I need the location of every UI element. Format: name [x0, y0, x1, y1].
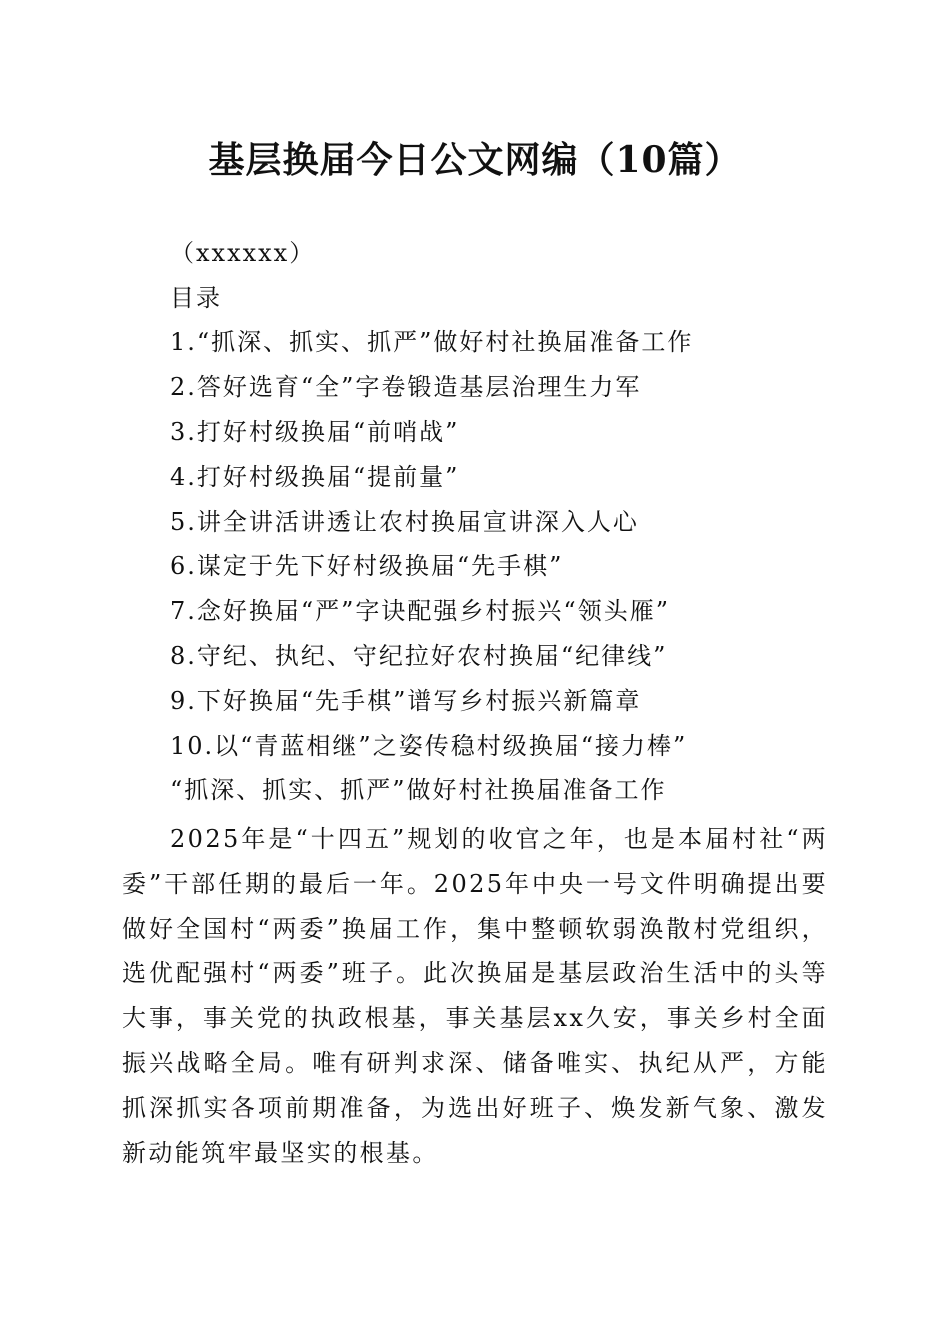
- toc-item: 7.念好换届“严”字诀配强乡村振兴“领头雁”: [170, 597, 670, 625]
- toc-item: 10.以“青蓝相继”之姿传稳村级换届“接力棒”: [170, 732, 688, 760]
- toc-item: 3.打好村级换届“前哨战”: [170, 418, 460, 446]
- article-title: “抓深、抓实、抓严”做好村社换届准备工作: [170, 776, 667, 804]
- toc-item: 4.打好村级换届“提前量”: [170, 463, 460, 491]
- author-line: （xxxxxx）: [170, 239, 316, 267]
- toc-item: 1.“抓深、抓实、抓严”做好村社换届准备工作: [170, 328, 694, 356]
- body-paragraph: 2025年是“十四五”规划的收官之年，也是本届村社“两委”干部任期的最后一年。2025年中央一号文件明确提出要做好全国村“两委”换届工作，集中整顿软弱涣散村党组织，选优配强村“两委”班子。此次换届是基层政治生活中的头等大事，事关党的执政根基，事关基层xx久安，事关乡村全面振兴战略全局。唯有研判求深、储备唯实、执纪从严，方能抓深抓实各项前期准备，为选出好班子、焕发新气象、激发新动能筑牢最坚实的根基。: [122, 825, 828, 1167]
- toc-item: 9.下好换届“先手棋”谱写乡村振兴新篇章: [170, 687, 642, 715]
- toc-item: 6.谋定于先下好村级换届“先手棋”: [170, 552, 564, 580]
- toc-item: 2.答好选育“全”字卷锻造基层治理生力军: [170, 373, 642, 401]
- toc-heading: 目录: [170, 284, 222, 312]
- document-title: 基层换届今日公文网编（10篇）: [208, 139, 742, 181]
- toc-item: 5.讲全讲活讲透让农村换届宣讲深入人心: [170, 508, 639, 536]
- toc-item: 8.守纪、执纪、守纪拉好农村换届“纪律线”: [170, 642, 668, 670]
